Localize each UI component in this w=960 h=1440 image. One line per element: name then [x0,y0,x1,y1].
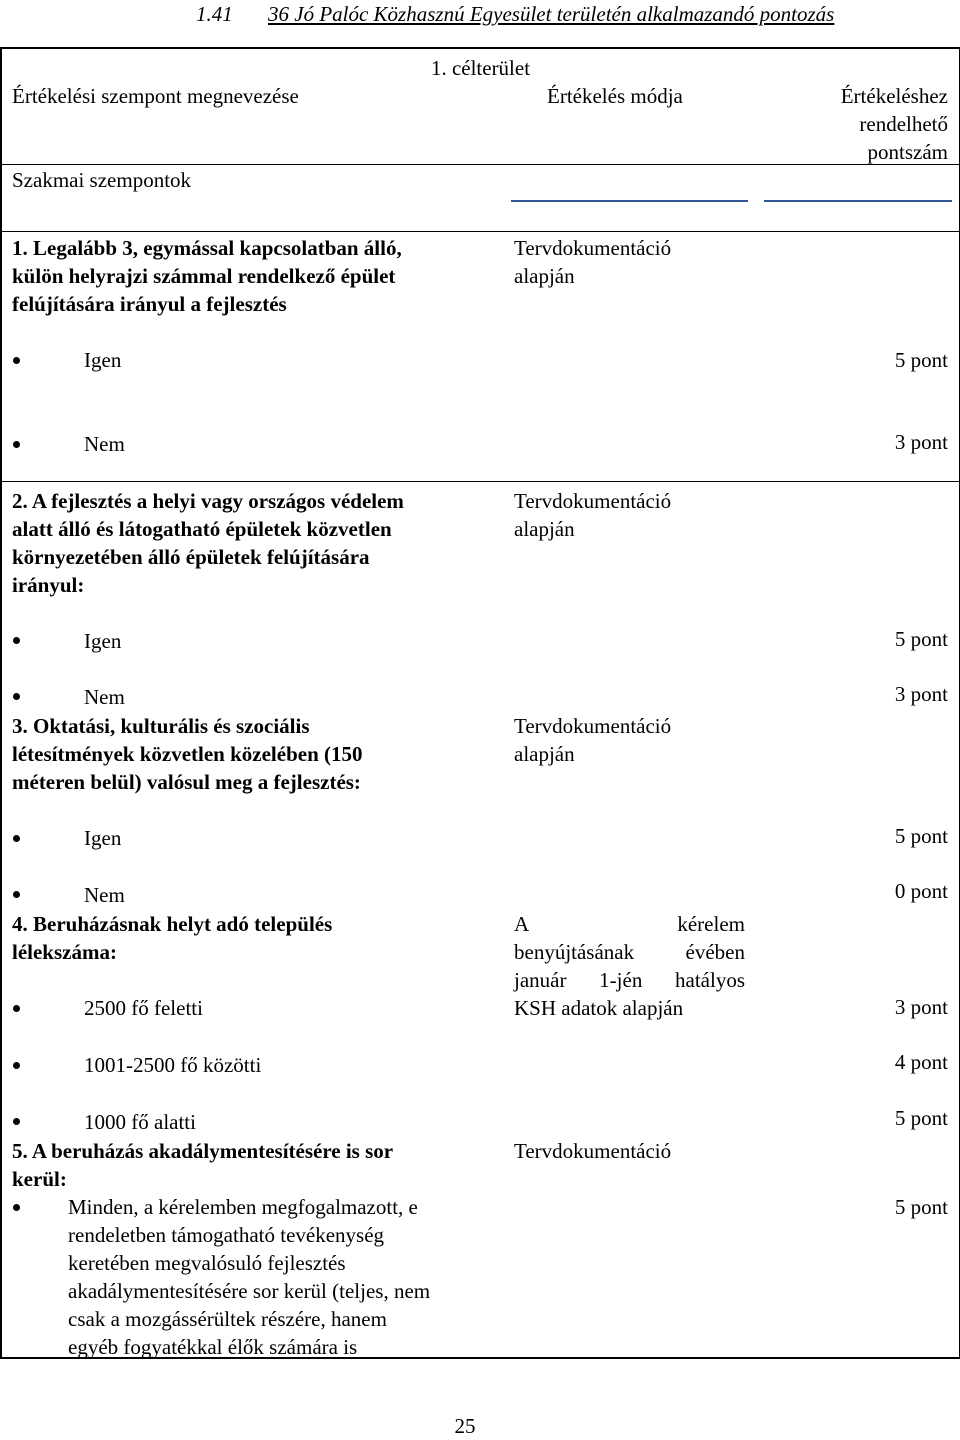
bullet-icon [13,1005,20,1012]
bullet-icon [13,1204,20,1211]
points-column-header-line-1: Értékeléshez [840,84,948,108]
criterion-1-separator [0,481,960,482]
option-points: 5 pont [894,1195,948,1219]
option-label-line-4: akadálymentesítésére sor kerül (teljes, nem [68,1279,431,1303]
bullet-icon [13,891,20,898]
option-label-line-3: keretében megvalósuló fejlesztés [68,1251,346,1275]
option-label: Igen [84,348,122,372]
criterion-4-method-line-4: KSH adatok alapján [514,996,684,1020]
criterion-1-title-line-1: 1. Legalább 3, egymással kapcsolatban álló, [12,236,402,260]
option-label: 1001-2500 fő közötti [84,1053,262,1077]
points-blank-line [764,200,952,202]
criterion-2-method-line-1: Tervdokumentáció [514,489,672,513]
section-heading [196,0,834,28]
bullet-icon [13,1118,20,1125]
criterion-3-title-line-2: létesítmények közvetlen közelében (150 [12,742,363,766]
criterion-3-title-line-3: méteren belül) valósul meg a fejlesztés: [12,770,361,794]
option-points: 3 pont [894,995,948,1019]
option-label: Nem [84,432,125,456]
option-points: 5 pont [894,348,948,372]
criterion-2-title-line-4: irányul: [12,573,85,597]
header-separator [0,164,960,165]
option-points: 4 pont [894,1050,948,1074]
option-label-line-5: csak a mozgássérültek részére, hanem [68,1307,387,1331]
option-label-line-2: rendeletben támogatható tevékenység [68,1223,385,1247]
section-title: Szakmai szempontok [12,168,192,192]
option-label: 1000 fő alatti [84,1110,196,1134]
option-points: 5 pont [894,1106,948,1130]
bullet-icon [13,357,20,364]
criterion-4-method [514,910,745,1022]
method-blank-line [511,200,748,202]
criterion-4-title-line-2: lélekszáma: [12,940,117,964]
option-label-line-6: egyéb fogyatékkal élők számára is [68,1335,358,1359]
option-points: 5 pont [894,627,948,651]
criterion-4-title-line-1: 4. Beruházásnak helyt adó település [12,912,333,936]
criterion-1-title-line-2: külön helyrajzi számmal rendelkező épület [12,264,396,288]
criterion-2-title-line-2: alatt álló és látogatható épületek közvetlen [12,517,392,541]
option-label-line-1: Minden, a kérelemben megfogalmazott, e [68,1195,418,1219]
option-label: Igen [84,629,122,653]
section-title: 36 Jó Palóc Közhasznú Egyesület területén alkalmazandó pontozás [268,2,835,26]
option-points: 0 pont [894,879,948,903]
criterion-1-title-line-3: felújítására irányul a fejlesztés [12,292,287,316]
criterion-1-method-line-2: alapján [514,264,575,288]
section-number: 1.41 [196,2,233,26]
option-points: 3 pont [894,430,948,454]
option-label: Nem [84,685,125,709]
bullet-icon [13,637,20,644]
bullet-icon [13,693,20,700]
table-top-border [0,47,960,49]
bullet-icon [13,835,20,842]
option-label: 2500 fő feletti [84,996,203,1020]
page-number: 25 [454,1414,476,1438]
method-column-header: Értékelés módja [547,84,683,108]
bullet-icon [13,1062,20,1069]
criterion-4-method-line-2: benyújtásának évében [514,940,745,964]
criterion-5-method-line-1: Tervdokumentáció [514,1139,672,1163]
criterion-2-method-line-2: alapján [514,517,575,541]
points-column-header-line-2: rendelhető [859,112,948,136]
criterion-column-header: Értékelési szempont megnevezése [12,84,299,108]
criterion-1-method-line-1: Tervdokumentáció [514,236,672,260]
table-left-border [0,47,2,1359]
criterion-5-title-line-1: 5. A beruházás akadálymentesítésére is sor [12,1139,394,1163]
criterion-4-method-line-1: A kérelem [514,912,745,936]
section-separator [0,231,960,232]
points-column-header-line-3: pontszám [867,140,948,164]
option-label: Nem [84,883,125,907]
criterion-3-title-line-1: 3. Oktatási, kulturális és szociális [12,714,310,738]
criterion-3-method-line-1: Tervdokumentáció [514,714,672,738]
criterion-3-method-line-2: alapján [514,742,575,766]
criterion-5-title-line-2: kerül: [12,1167,67,1191]
area-title: 1. célterület [430,56,531,80]
bullet-icon [13,441,20,448]
option-points: 3 pont [894,682,948,706]
criterion-2-title-line-3: környezetében álló épületek felújítására [12,545,370,569]
option-points: 5 pont [894,824,948,848]
criterion-2-title-line-1: 2. A fejlesztés a helyi vagy országos védelem [12,489,404,513]
criterion-4-method-line-3: január 1-jén hatályos [514,968,745,992]
option-label: Igen [84,826,122,850]
